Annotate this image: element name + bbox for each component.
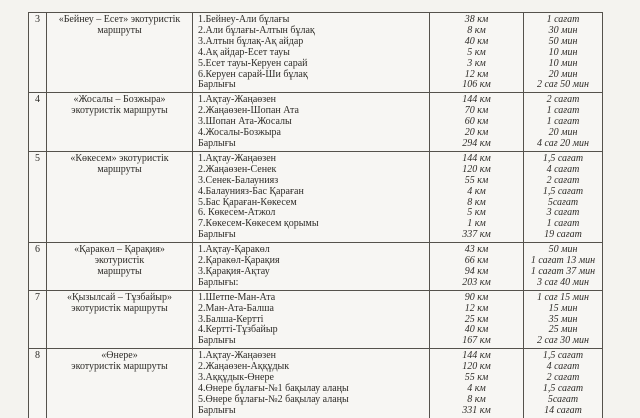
- route-name-line: маршруты: [97, 24, 142, 36]
- distance-value: 66 км: [464, 255, 489, 267]
- distance-value: 1 км: [467, 218, 486, 230]
- time-value: 4 сағат: [546, 163, 580, 175]
- time-value: 5сағат: [547, 196, 579, 208]
- time-value: 10 мин: [548, 57, 578, 69]
- distance-value: 120 км: [462, 163, 491, 175]
- time-value: 1 сағат: [546, 116, 580, 128]
- table-row: [29, 13, 603, 93]
- route-name-cell: [47, 243, 193, 291]
- route-name-cell: [47, 349, 193, 418]
- route-segment: 6. Көкесем-Атжол: [198, 207, 276, 219]
- table-row: [29, 291, 603, 350]
- route-segment: 4.Балаунияз-Бас Қараған: [198, 185, 304, 197]
- route-segment: Барлығы: [198, 335, 236, 347]
- route-name-line: «Қаракөл – Қарақия» экотуристік: [74, 244, 165, 267]
- route-name-cell: [47, 291, 193, 350]
- route-segment: 1.Ақтау-Жаңаөзен: [198, 350, 277, 362]
- distance-value: 55 км: [464, 174, 489, 186]
- route-segment: 1.Ақтау-Қаракөл: [198, 244, 270, 256]
- distance-value: 60 км: [464, 116, 489, 128]
- distance-value: 120 км: [462, 361, 491, 373]
- route-segment: Барлығы: [198, 137, 236, 149]
- time-value: 20 мин: [548, 127, 578, 139]
- distance-cell: [430, 349, 524, 418]
- time-value: 1 сағат: [546, 105, 580, 117]
- time-value: 1 сағат: [546, 14, 580, 25]
- route-segment: 1.Бейнеу-Али бұлағы: [198, 14, 290, 25]
- time-value: 25 мин: [548, 324, 578, 336]
- distance-value: 70 км: [464, 105, 489, 117]
- route-segment: 5.Есет тауы-Керуен сарай: [198, 57, 308, 69]
- route-segment: 4.Кертті-Тұзбайыр: [198, 324, 278, 336]
- distance-value: 5 км: [467, 46, 486, 58]
- time-value: 2 сағат: [546, 174, 580, 186]
- route-segment: 4.Жосалы-Бозжыра: [198, 127, 281, 139]
- distance-value: 43 км: [464, 244, 489, 256]
- distance-value: 144 км: [462, 350, 491, 362]
- table-row: [29, 349, 603, 418]
- route-name-cell: [47, 13, 193, 93]
- route-name-line: «Бейнеу – Есет» экотуристік: [58, 14, 181, 25]
- route-segment: Барлығы: [198, 79, 236, 91]
- time-value: 10 мин: [548, 46, 578, 58]
- distance-cell: [430, 93, 524, 152]
- time-value: 2 сағат: [546, 94, 580, 106]
- route-segment: 6.Керуен сарай-Ши бұлақ: [198, 68, 308, 80]
- route-number-cell: 8: [29, 349, 47, 418]
- time-value: 2 сағат: [546, 372, 580, 384]
- route-name-line: «Көкесем» экотуристік: [70, 152, 169, 164]
- route-name-line: маршруты: [97, 265, 142, 277]
- distance-cell: [430, 291, 524, 350]
- time-value: 30 мин: [548, 24, 578, 36]
- time-cell: [524, 93, 603, 152]
- distance-value: 8 км: [467, 24, 486, 36]
- route-number-cell: 7: [29, 291, 47, 350]
- route-segment: 2.Қаракөл-Қарақия: [198, 255, 280, 267]
- ecotourism-routes-table: [28, 12, 603, 418]
- time-value: 35 мин: [548, 313, 578, 325]
- distance-value: 5 км: [467, 207, 486, 219]
- time-value: 3 сағат: [546, 207, 580, 219]
- distance-value: 40 км: [464, 324, 489, 336]
- route-segment: Барлығы: [198, 229, 236, 241]
- route-segments-cell: [193, 291, 430, 350]
- time-value: 1 сағат 13 мин: [530, 255, 596, 267]
- time-value: 19 сағат: [544, 229, 582, 241]
- time-value: 1,5 сағат: [542, 185, 584, 197]
- time-cell: [524, 349, 603, 418]
- route-segment: 2.Жаңаөзен-Сенек: [198, 163, 277, 175]
- route-segment: 1.Ақтау-Жаңаөзен: [198, 152, 277, 164]
- table-row: [29, 243, 603, 291]
- distance-value: 144 км: [462, 152, 491, 164]
- route-segment: 3.Алтын бұлақ-Ақ айдар: [198, 35, 304, 47]
- distance-cell: [430, 13, 524, 93]
- time-value: 50 мин: [548, 35, 578, 47]
- route-segment: Барлығы:: [198, 276, 239, 288]
- distance-value: 337 км: [462, 229, 491, 241]
- distance-value: 294 км: [462, 137, 491, 149]
- route-name-line: «Жосалы – Бозжыра»: [73, 94, 166, 106]
- time-value: 1 сағат 37 мин: [530, 265, 596, 277]
- time-value: 1,5 сағат: [542, 152, 584, 164]
- route-segment: 4.Ақ айдар-Есет тауы: [198, 46, 290, 58]
- time-cell: [524, 291, 603, 350]
- route-segment: 2.Али бұлағы-Алтын бұлақ: [198, 24, 315, 36]
- distance-value: 20 км: [464, 127, 489, 139]
- distance-value: 8 км: [467, 393, 486, 405]
- route-segments-cell: [193, 349, 430, 418]
- route-segment: 3.Шопан Ата-Жосалы: [198, 116, 292, 128]
- route-name-line: экотуристік маршруты: [71, 105, 168, 117]
- time-value: 20 мин: [548, 68, 578, 80]
- distance-value: 12 км: [464, 68, 489, 80]
- route-segment: 2.Жаңаөзен-Аққұдык: [198, 361, 290, 373]
- route-number-cell: 6: [29, 243, 47, 291]
- distance-value: 94 км: [464, 265, 489, 277]
- route-segment: 1.Шетпе-Ман-Ата: [198, 291, 276, 303]
- table-row: [29, 152, 603, 243]
- route-name-cell: [47, 93, 193, 152]
- route-segment: 4.Өнере бұлағы-№1 бақылау алаңы: [198, 383, 349, 394]
- route-segment: 7.Көкесем-Көкесем қорымы: [198, 218, 319, 230]
- distance-value: 90 км: [464, 291, 489, 303]
- distance-value: 4 км: [467, 185, 486, 197]
- route-segments-cell: [193, 243, 430, 291]
- route-segment: 2.Жаңаөзен-Шопан Ата: [198, 105, 299, 117]
- time-value: 14 сағат: [544, 404, 582, 416]
- time-value: 1 сағат: [546, 218, 580, 230]
- distance-value: 4 км: [467, 383, 486, 394]
- distance-value: 40 км: [464, 35, 489, 47]
- route-segment: 3.Сенек-Балаунияз: [198, 174, 279, 186]
- distance-cell: [430, 243, 524, 291]
- time-value: 2 сағ 30 мин: [537, 335, 589, 347]
- distance-value: 25 км: [464, 313, 489, 325]
- distance-value: 144 км: [462, 94, 491, 106]
- route-number-cell: 4: [29, 93, 47, 152]
- route-segment: Барлығы: [198, 404, 236, 416]
- time-value: 4 сағат: [546, 361, 580, 373]
- time-value: 1,5 сағат: [542, 350, 584, 362]
- route-segments-cell: [193, 13, 430, 93]
- route-segments-cell: [193, 152, 430, 243]
- distance-value: 106 км: [462, 79, 491, 91]
- route-segment: 3.Балша-Кертті: [198, 313, 264, 325]
- distance-value: 167 км: [462, 335, 491, 347]
- route-name-line: экотуристік маршруты: [71, 302, 168, 314]
- distance-value: 38 км: [464, 14, 489, 25]
- route-number-cell: 3: [29, 13, 47, 93]
- route-name-line: экотуристік маршруты: [71, 361, 168, 373]
- time-value: 2 сағ 50 мин: [537, 79, 589, 91]
- time-value: 4 сағ 20 мин: [537, 137, 589, 149]
- route-segment: 5.Бас Қараған-Көкесем: [198, 196, 297, 208]
- route-segment: 5.Өнере бұлағы-№2 бақылау алаңы: [198, 393, 349, 405]
- distance-value: 12 км: [464, 302, 489, 314]
- time-value: 15 мин: [548, 302, 578, 314]
- time-value: 50 мин: [548, 244, 578, 256]
- time-value: 1,5 сағат: [542, 383, 584, 394]
- time-cell: [524, 152, 603, 243]
- route-name-line: маршруты: [97, 163, 142, 175]
- time-cell: [524, 13, 603, 93]
- time-value: 3 сағ 40 мин: [537, 276, 589, 288]
- route-number-cell: 5: [29, 152, 47, 243]
- time-cell: [524, 243, 603, 291]
- distance-value: 331 км: [462, 404, 491, 416]
- distance-value: 203 км: [462, 276, 491, 288]
- time-value: 5сағат: [547, 393, 579, 405]
- route-name-line: «Өнере»: [101, 350, 138, 362]
- route-segment: 1.Ақтау-Жаңаөзен: [198, 94, 277, 106]
- table-row: [29, 93, 603, 152]
- distance-value: 8 км: [467, 196, 486, 208]
- route-segment: 3.Қарақия-Ақтау: [198, 265, 270, 277]
- route-segment: 3.Аққұдык-Өнере: [198, 372, 274, 384]
- route-name-line: «Қызылсай – Тұзбайыр»: [66, 291, 173, 303]
- distance-value: 55 км: [464, 372, 489, 384]
- route-segments-cell: [193, 93, 430, 152]
- route-segment: 2.Ман-Ата-Балша: [198, 302, 274, 314]
- distance-value: 3 км: [467, 57, 486, 69]
- route-name-cell: [47, 152, 193, 243]
- time-value: 1 сағ 15 мин: [537, 291, 589, 303]
- distance-cell: [430, 152, 524, 243]
